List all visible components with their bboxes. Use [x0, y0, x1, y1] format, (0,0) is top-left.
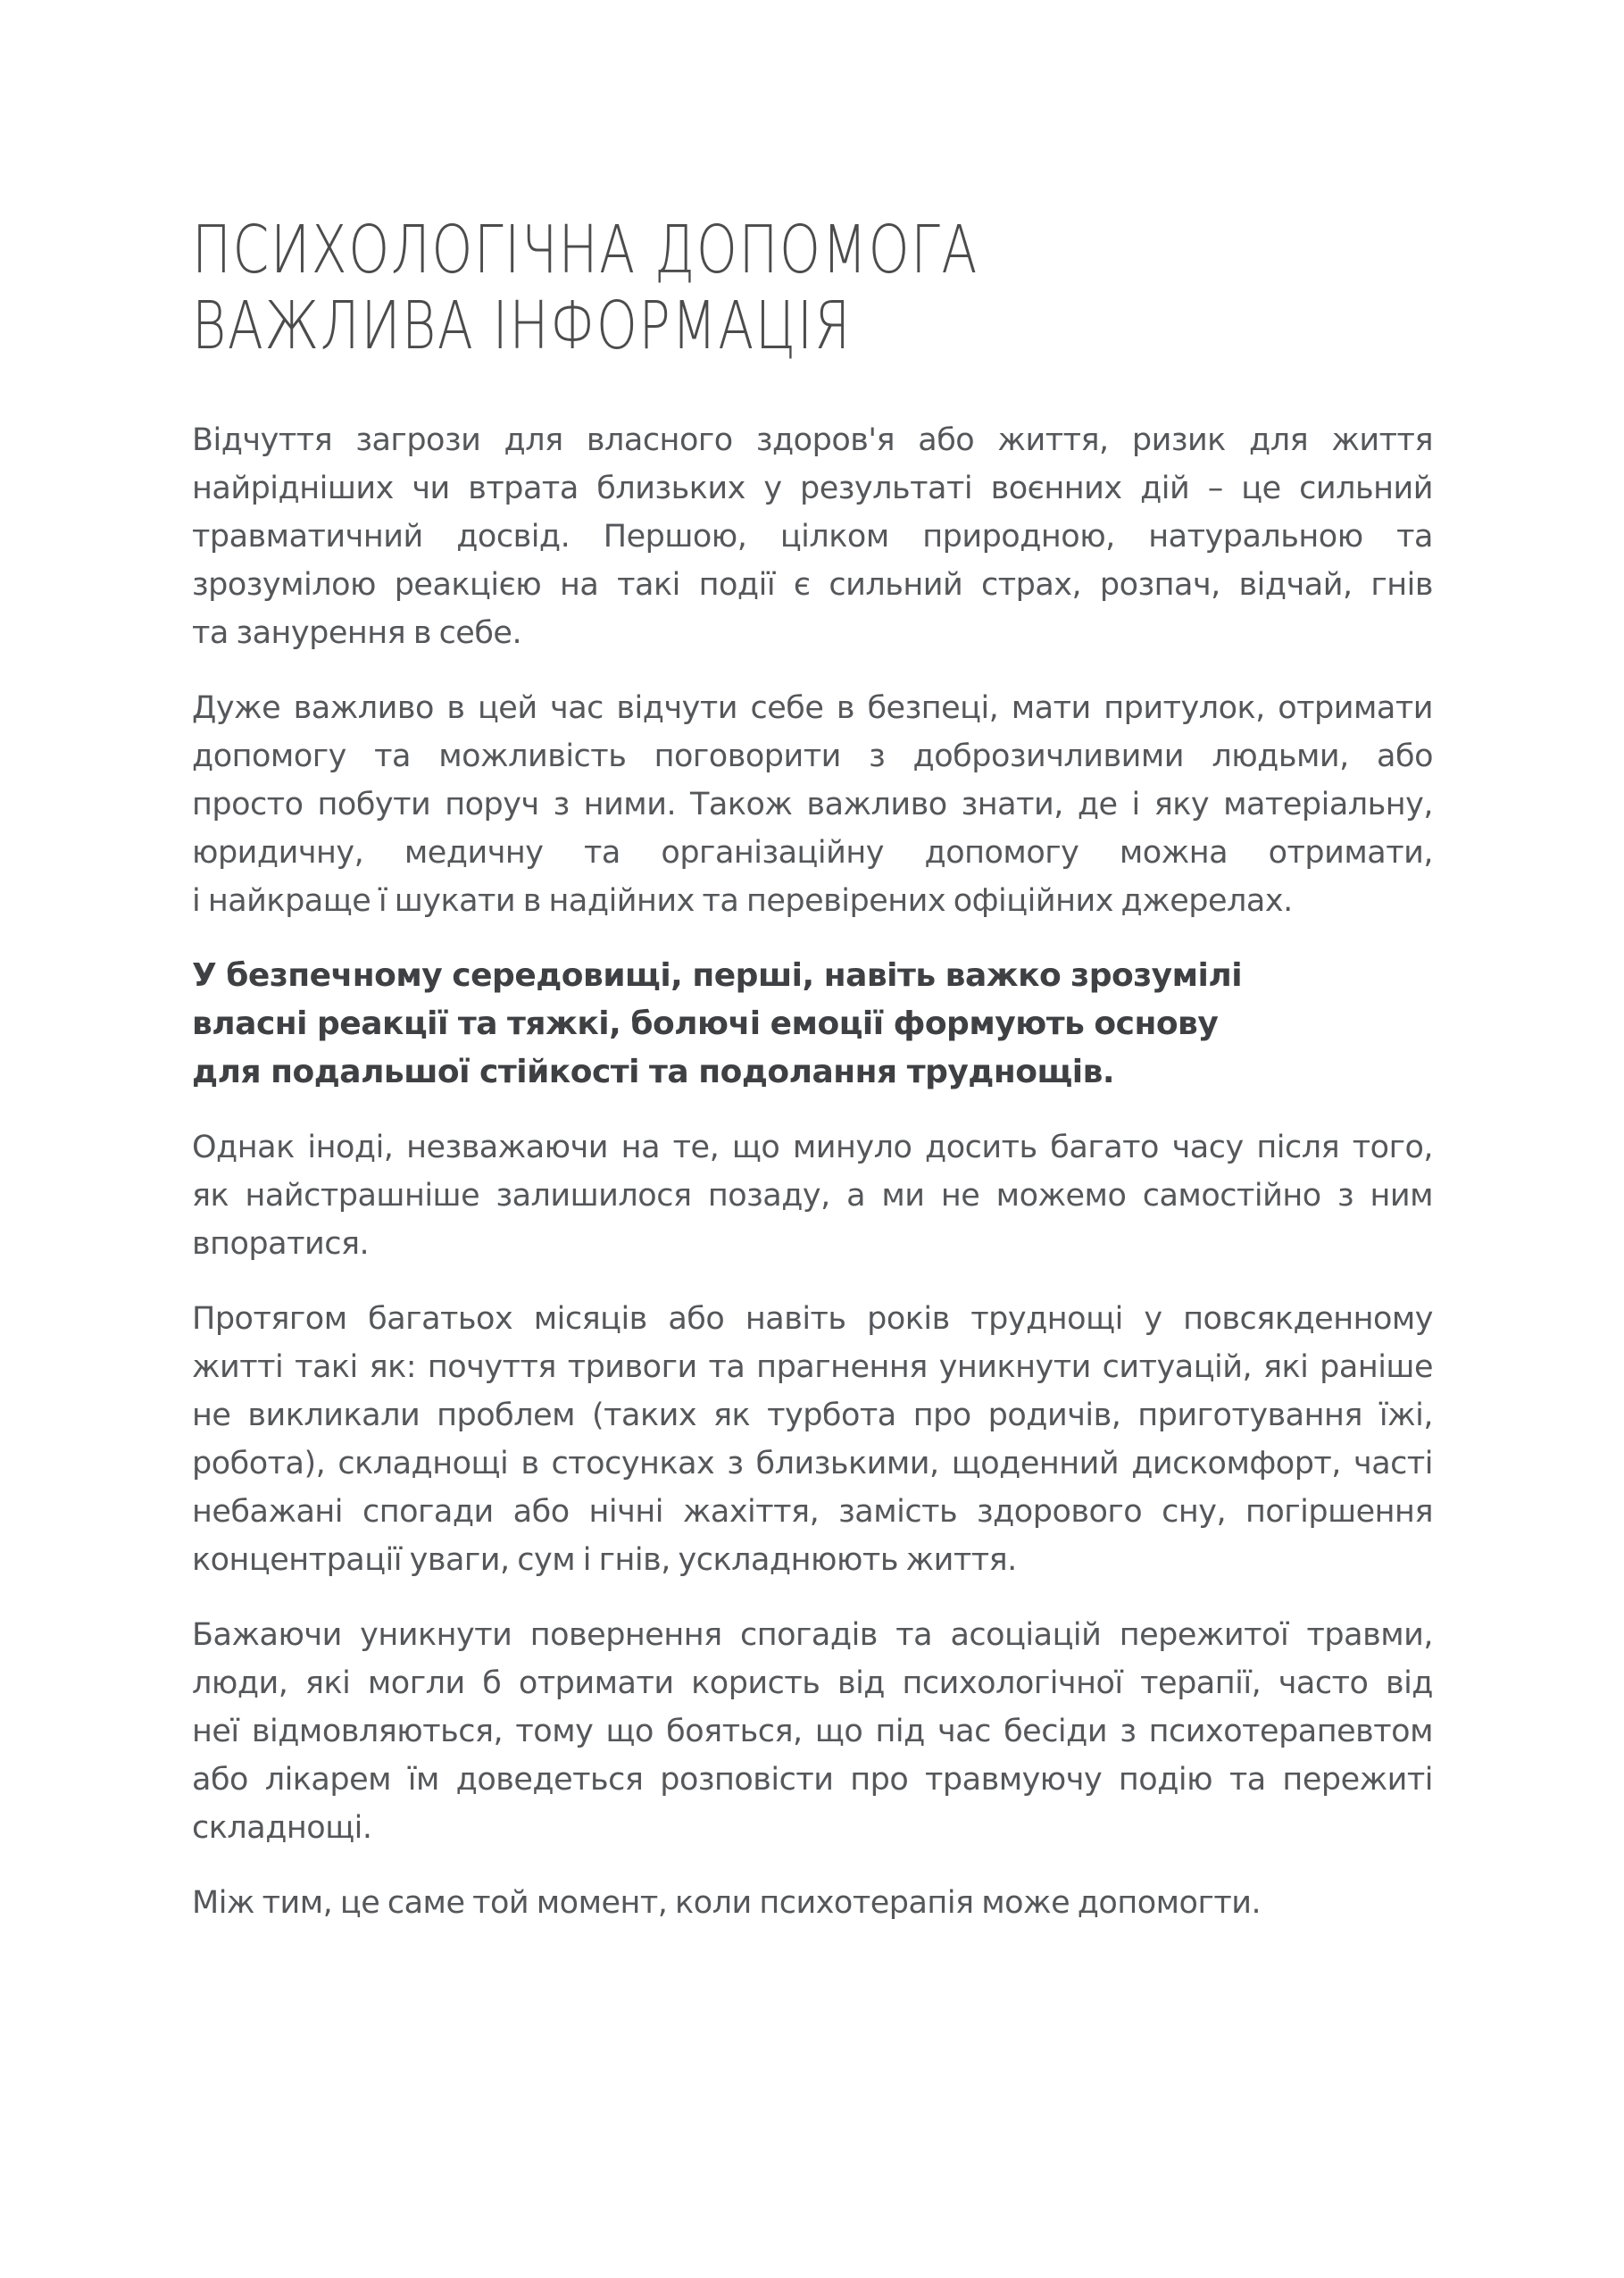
paragraph-line: Протягом багатьох місяців або навіть років труднощі у повсякденному — [192, 1301, 1433, 1337]
paragraph-3 — [192, 1123, 1433, 1268]
paragraph-2 — [192, 684, 1433, 925]
paragraph-line: допомогу та можливість поговорити з доброзичливими людьми, або — [192, 738, 1433, 774]
paragraph-line: концентрації уваги, сум і гнів, ускладнюють життя. — [192, 1542, 1017, 1578]
paragraph-line: Відчуття загрози для власного здоров'я або життя, ризик для життя — [192, 422, 1433, 458]
paragraph-line: робота), складнощі в стосунках з близькими, щоденний дискомфорт, часті — [192, 1446, 1433, 1481]
title-text-2: ВАЖЛИВА ІНФОРМАЦІЯ — [192, 288, 852, 364]
paragraph-line: небажані спогади або нічні жахіття, замість здорового сну, погіршення — [192, 1494, 1433, 1530]
paragraph-4 — [192, 1295, 1433, 1584]
title-line-2 — [192, 288, 1433, 364]
paragraph-line: житті такі як: почуття тривоги та прагнення уникнути ситуацій, які раніше — [192, 1349, 1433, 1385]
paragraph-line: Між тим, це саме той момент, коли психотерапія може допомогти. — [192, 1885, 1262, 1921]
paragraph-line: або лікарем їм доведеться розповісти про травмуючу подію та пережиті — [192, 1762, 1433, 1798]
document-content — [192, 213, 1433, 1954]
paragraph-line: для подальшої стійкості та подолання труднощів. — [192, 1054, 1115, 1090]
paragraph-5 — [192, 1611, 1433, 1852]
paragraph-line: найрідніших чи втрата близьких у результаті воєнних дій – це сильний — [192, 471, 1433, 506]
paragraph-line: просто побути поруч з ними. Також важливо знати, де і яку матеріальну, — [192, 787, 1433, 822]
paragraph-line: Дуже важливо в цей час відчути себе в безпеці, мати притулок, отримати — [192, 690, 1433, 726]
paragraph-line: травматичний досвід. Першою, цілком природною, натуральною та — [192, 519, 1433, 555]
paragraph-line: Однак іноді, незважаючи на те, що минуло досить багато часу після того, — [192, 1130, 1433, 1165]
paragraph-line: неї відмовляються, тому що бояться, що під час бесіди з психотерапевтом — [192, 1714, 1433, 1749]
paragraph-line: зрозумілою реакцією на такі події є сильний страх, розпач, відчай, гнів — [192, 567, 1433, 603]
paragraph-line: впоратися. — [192, 1226, 370, 1262]
paragraph-1 — [192, 416, 1433, 657]
paragraph-line: люди, які могли б отримати користь від психологічної терапії, часто від — [192, 1665, 1433, 1701]
paragraph-line: та занурення в себе. — [192, 615, 522, 651]
paragraph-line: не викликали проблем (таких як турбота про родичів, приготування їжі, — [192, 1398, 1433, 1433]
paragraph-line: власні реакції та тяжкі, болючі емоції формують основу — [192, 1005, 1219, 1042]
paragraph-emphasis — [192, 952, 1433, 1097]
paragraph-line: Бажаючи уникнути повернення спогадів та асоціацій пережитої травми, — [192, 1617, 1433, 1653]
paragraph-line: і найкраще ї шукати в надійних та перевірених офіційних джерелах. — [192, 883, 1293, 919]
title-line-1 — [192, 213, 1433, 288]
paragraph-line: складнощі. — [192, 1810, 372, 1846]
paragraph-line: як найстрашніше залишилося позаду, а ми не можемо самостійно з ним — [192, 1178, 1433, 1214]
paragraph-line: У безпечному середовищі, перші, навіть важко зрозумілі — [192, 957, 1243, 994]
paragraph-6 — [192, 1879, 1433, 1927]
title-text-1: ПСИХОЛОГІЧНА ДОПОМОГА — [192, 212, 979, 288]
paragraph-line: юридичну, медичну та організаційну допомогу можна отримати, — [192, 835, 1433, 871]
document-title — [192, 213, 1433, 364]
